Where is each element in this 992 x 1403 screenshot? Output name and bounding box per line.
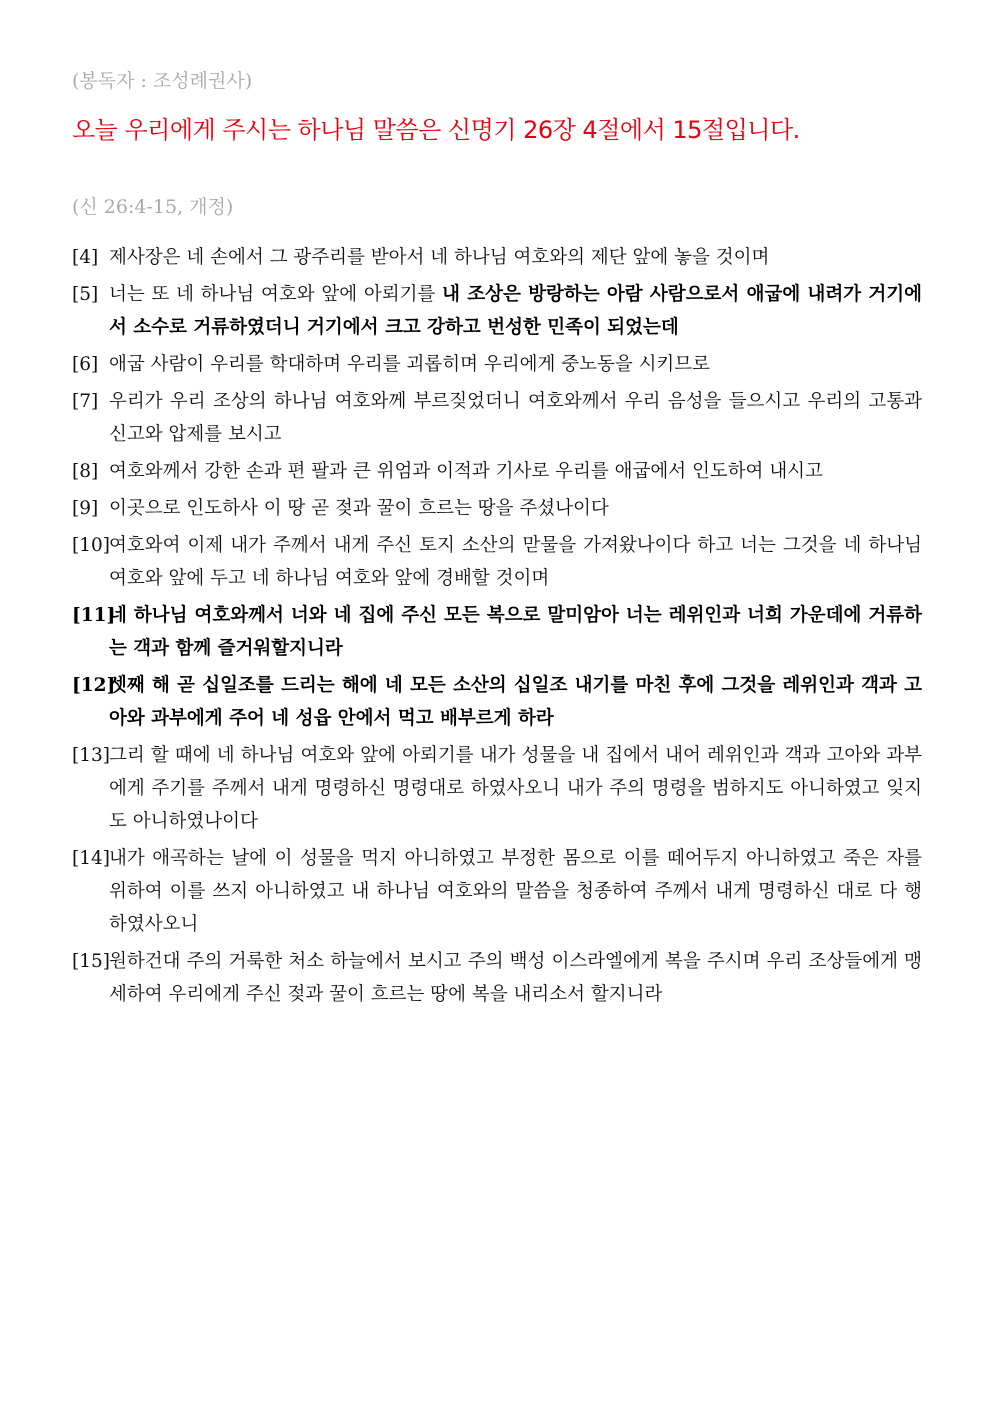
verse-number: [14] xyxy=(72,848,110,869)
verse-list xyxy=(72,241,922,1015)
verse-number: [8] xyxy=(72,461,99,482)
verse-text: 너는 또 네 하나님 여호와 앞에 아뢰기를 xyxy=(109,284,443,305)
verse-7 xyxy=(72,385,922,451)
verse-text: 여호와여 이제 내가 주께서 내게 주신 토지 소산의 맏물을 가져왔나이다 하고 너는 그것을 네 하나님 여호와 앞에 두고 네 하나님 여호와 앞에 경배할 것이며 xyxy=(109,535,922,589)
reader-note: (봉독자 : 조성례권사) xyxy=(72,70,253,92)
verse-text: 셋째 해 곧 십일조를 드리는 해에 네 모든 소산의 십일조 내기를 마친 후에 그것을 레위인과 객과 고아와 과부에게 주어 네 성읍 안에서 먹고 배부르게 하라 xyxy=(109,675,922,729)
verse-number: [4] xyxy=(72,247,99,268)
verse-6 xyxy=(72,348,922,381)
verse-text: 애굽 사람이 우리를 학대하며 우리를 괴롭히며 우리에게 중노동을 시키므로 xyxy=(109,354,711,375)
verse-5 xyxy=(72,278,922,344)
verse-number: [6] xyxy=(72,354,99,375)
verse-11 xyxy=(72,599,922,665)
verse-number: [9] xyxy=(72,498,99,519)
verse-12 xyxy=(72,669,922,735)
verse-number: [11] xyxy=(72,605,116,626)
verse-14 xyxy=(72,842,922,941)
verse-13 xyxy=(72,739,922,838)
verse-number: [10] xyxy=(72,535,110,556)
verse-15 xyxy=(72,945,922,1011)
verse-text: 네 하나님 여호와께서 너와 네 집에 주신 모든 복으로 말미암아 너는 레위인과 너희 가운데에 거류하는 객과 함께 즐거워할지니라 xyxy=(109,605,922,659)
verse-number: [12] xyxy=(72,675,116,696)
verse-text: 원하건대 주의 거룩한 처소 하늘에서 보시고 주의 백성 이스라엘에게 복을 주시며 우리 조상들에게 맹세하여 우리에게 주신 젖과 꿀이 흐르는 땅에 복을 내리소서 할지니라 xyxy=(109,951,922,1005)
verse-10 xyxy=(72,529,922,595)
scripture-reference: (신 26:4-15, 개정) xyxy=(72,196,234,218)
verse-text: 내가 애곡하는 날에 이 성물을 먹지 아니하였고 부정한 몸으로 이를 떼어두지 아니하였고 죽은 자를 위하여 이를 쓰지 아니하였고 내 하나님 여호와의 말씀을 청종하여 주께서 내게 명령하신 대로 다 행하였사오니 xyxy=(109,848,922,935)
verse-text-emphasis: 내 조상은 방랑하는 아람 사람으로서 애굽에 내려가 거기에서 소수로 거류하였더니 거기에서 크고 강하고 번성한 민족이 되었는데 xyxy=(109,284,922,338)
verse-text: 그리 할 때에 네 하나님 여호와 앞에 아뢰기를 내가 성물을 내 집에서 내어 레위인과 객과 고아와 과부에게 주기를 주께서 내게 명령하신 명령대로 하였사오니 내가 주의 명령을 범하지도 아니하였고 잊지도 아니하였나이다 xyxy=(109,745,922,832)
verse-number: [5] xyxy=(72,284,99,305)
verse-number: [7] xyxy=(72,391,99,412)
verse-text: 우리가 우리 조상의 하나님 여호와께 부르짖었더니 여호와께서 우리 음성을 들으시고 우리의 고통과 신고와 압제를 보시고 xyxy=(109,391,922,445)
verse-9 xyxy=(72,492,922,525)
verse-number: [13] xyxy=(72,745,110,766)
verse-text: 제사장은 네 손에서 그 광주리를 받아서 네 하나님 여호와의 제단 앞에 놓을 것이며 xyxy=(109,247,770,268)
verse-text: 여호와께서 강한 손과 편 팔과 큰 위엄과 이적과 기사로 우리를 애굽에서 인도하여 내시고 xyxy=(109,461,823,482)
verse-number: [15] xyxy=(72,951,110,972)
verse-4 xyxy=(72,241,922,274)
verse-text: 이곳으로 인도하사 이 땅 곧 젖과 꿀이 흐르는 땅을 주셨나이다 xyxy=(109,498,609,519)
verse-8 xyxy=(72,455,922,488)
scripture-announcement: 오늘 우리에게 주시는 하나님 말씀은 신명기 26장 4절에서 15절입니다. xyxy=(72,116,800,144)
